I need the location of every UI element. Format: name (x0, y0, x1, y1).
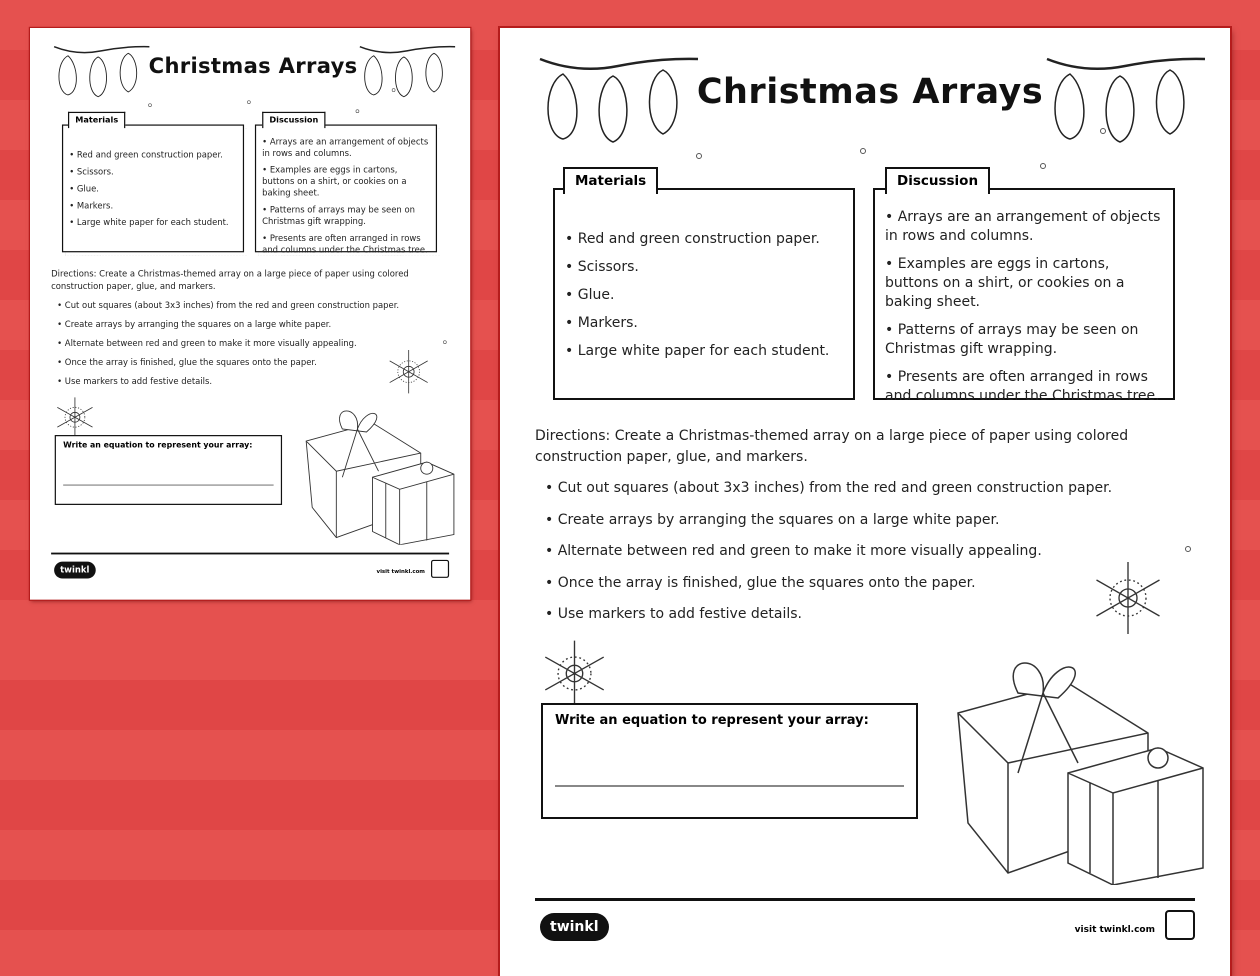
list-item: • Red and green construction paper. (69, 150, 237, 161)
gift-boxes-icon (300, 405, 455, 545)
list-item: • Examples are eggs in cartons, buttons on a shirt, or cookies on a baking sheet. (262, 165, 430, 199)
snowflake-icon (50, 395, 100, 439)
list-item: • Alternate between red and green to make it more visually appealing. (545, 541, 1135, 562)
visit-link[interactable]: visit twinkl.com (1074, 925, 1155, 935)
worksheet-preview-small (30, 28, 470, 600)
page-title: Christmas Arrays (696, 72, 1044, 112)
list-item: • Large white paper for each student. (69, 217, 237, 228)
directions (535, 426, 1135, 636)
list-item: • Use markers to add festive details. (57, 375, 413, 388)
discussion-box (873, 188, 1175, 404)
list-item: • Cut out squares (about 3x3 inches) from the red and green construction paper. (545, 478, 1135, 499)
list-item: • Scissors. (69, 167, 237, 178)
equation-prompt: Write an equation to represent your array: (555, 713, 869, 728)
snowflake-icon (1092, 555, 1164, 641)
list-item: • Create arrays by arranging the squares on a large white paper. (545, 510, 1135, 531)
snowflake-icon (387, 346, 430, 398)
list-item: • Cut out squares (about 3x3 inches) from the red and green construction paper. (57, 299, 413, 312)
list-item: • Markers. (565, 314, 843, 333)
badge-icon (431, 560, 449, 578)
list-item: • Use markers to add festive details. (545, 604, 1135, 625)
equation-box[interactable] (541, 703, 918, 819)
equation-box[interactable] (55, 435, 282, 505)
materials-box (553, 188, 855, 400)
list-item: • Presents are often arranged in rows and columns under the Christmas tree. (885, 368, 1163, 406)
answer-line (63, 484, 273, 485)
list-item: • Presents are often arranged in rows and columns under the Christmas tree. (262, 233, 430, 256)
list-item: • Patterns of arrays may be seen on Christmas gift wrapping. (885, 321, 1163, 359)
materials-box (62, 124, 244, 252)
footer-divider (51, 553, 449, 555)
badge-icon (1165, 910, 1195, 940)
list-item: • Arrays are an arrangement of objects in rows and columns. (885, 208, 1163, 246)
list-item: • Large white paper for each student. (565, 342, 843, 361)
twinkl-logo[interactable]: twinkl (540, 913, 609, 941)
discussion-box (255, 124, 437, 255)
gift-boxes-icon (948, 653, 1205, 885)
materials-label: Materials (68, 112, 125, 128)
discussion-label: Discussion (885, 167, 990, 194)
equation-prompt: Write an equation to represent your array: (63, 441, 253, 451)
list-item: • Glue. (565, 286, 843, 305)
list-item: • Red and green construction paper. (565, 230, 843, 249)
list-item: • Examples are eggs in cartons, buttons on a shirt, or cookies on a baking sheet. (885, 255, 1163, 312)
list-item: • Markers. (69, 200, 237, 211)
list-item: • Scissors. (565, 258, 843, 277)
directions-intro: Directions: Create a Christmas-themed array on a large piece of paper using colored construction paper, glue, and markers. (535, 428, 1129, 465)
list-item: • Arrays are an arrangement of objects in rows and columns. (262, 137, 430, 160)
twinkl-logo[interactable]: twinkl (54, 562, 95, 579)
answer-line (555, 785, 904, 787)
list-item: • Patterns of arrays may be seen on Christmas gift wrapping. (262, 205, 430, 228)
list-item: • Glue. (69, 184, 237, 195)
worksheet-preview-large (500, 28, 1230, 976)
list-item: • Once the array is finished, glue the squares onto the paper. (545, 573, 1135, 594)
page-title: Christmas Arrays (148, 54, 358, 79)
directions (51, 268, 413, 394)
list-item: • Once the array is finished, glue the squares onto the paper. (57, 356, 413, 369)
visit-link[interactable]: visit twinkl.com (376, 568, 425, 575)
footer-divider (535, 898, 1195, 901)
materials-label: Materials (563, 167, 658, 194)
list-item: • Create arrays by arranging the squares on a large white paper. (57, 318, 413, 331)
snowflake-icon (533, 637, 616, 710)
discussion-label: Discussion (262, 112, 325, 128)
list-item: • Alternate between red and green to make it more visually appealing. (57, 337, 413, 350)
directions-intro: Directions: Create a Christmas-themed array on a large piece of paper using colored construction paper, glue, and markers. (51, 269, 409, 292)
christmas-lights-icon (1045, 54, 1210, 144)
christmas-lights-icon (359, 44, 458, 98)
